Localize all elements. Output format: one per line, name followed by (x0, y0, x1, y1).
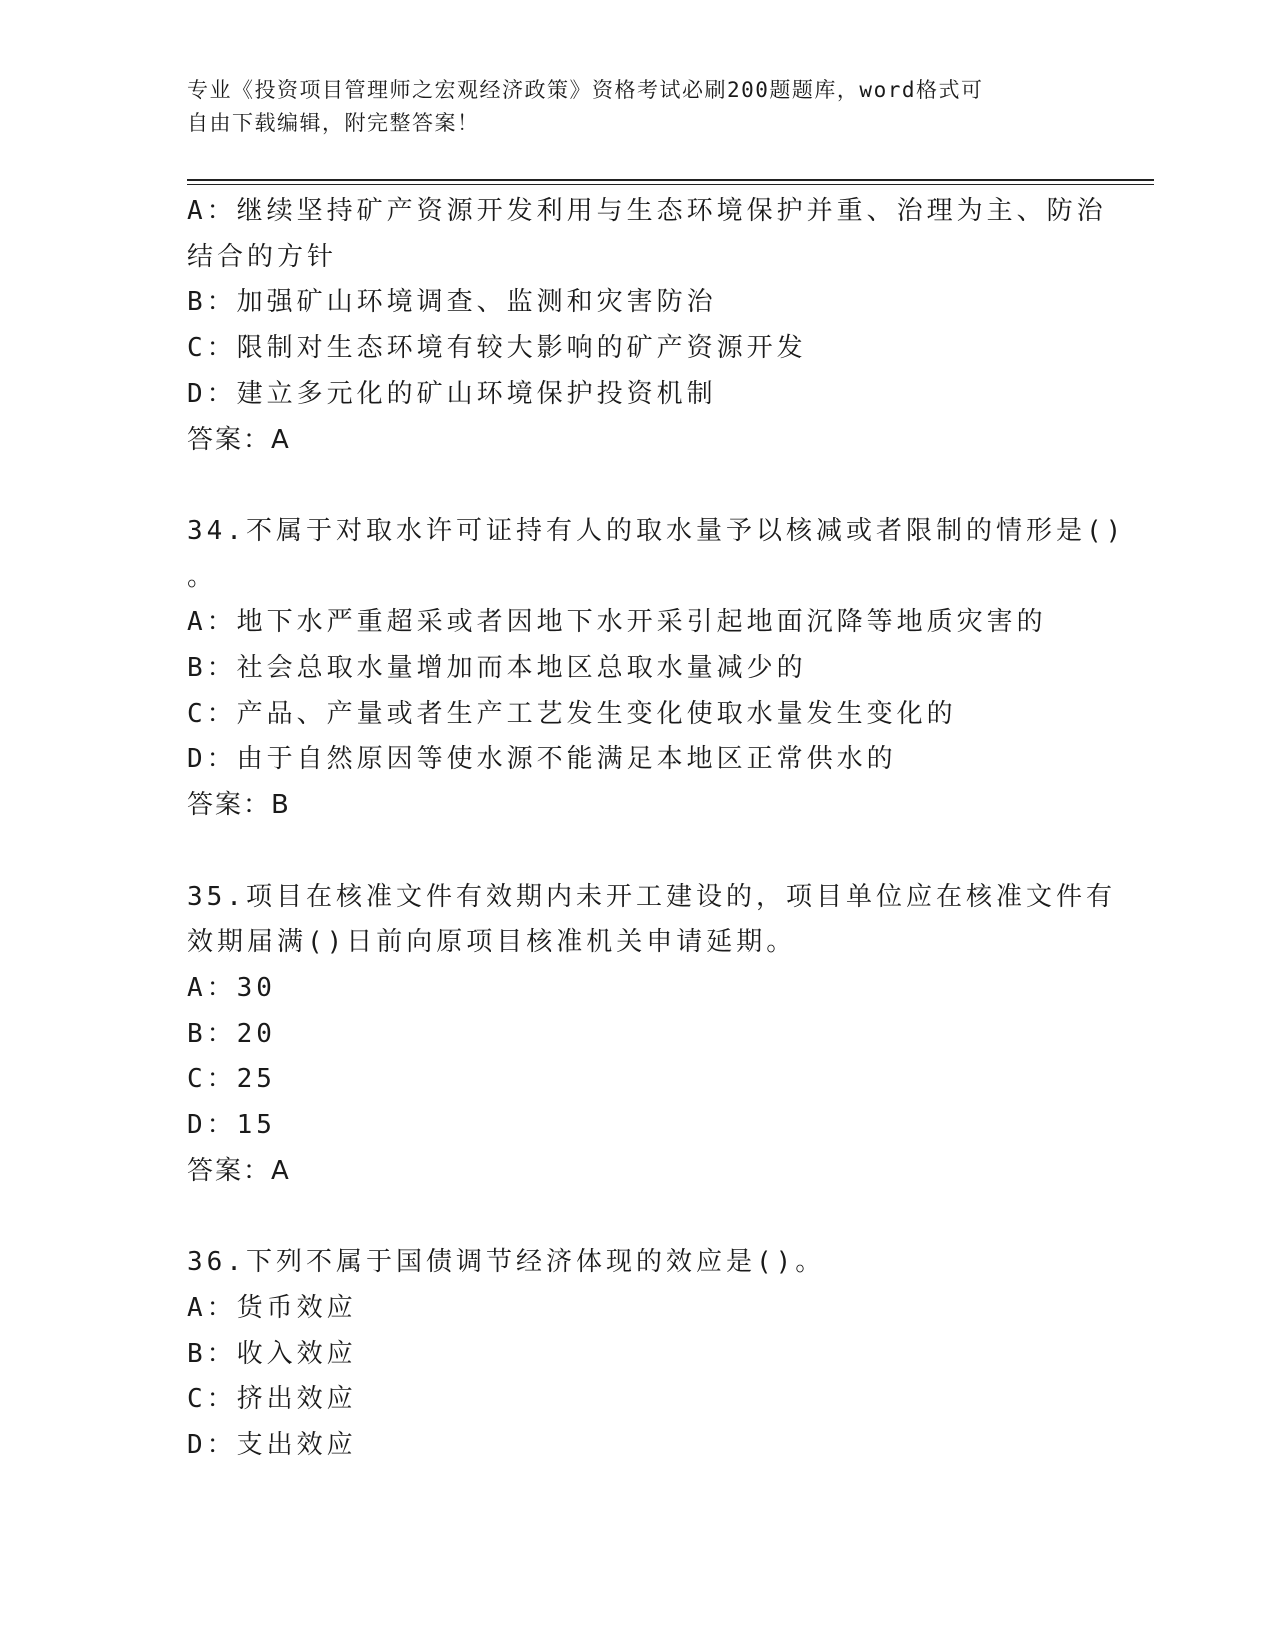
option-c: C：产品、产量或者生产工艺发生变化使取水量发生变化的 (187, 698, 957, 729)
option-a-line-1: A：继续坚持矿产资源开发利用与生态环境保护并重、治理为主、防治 (187, 196, 1107, 226)
option-b: B：加强矿山环境调查、监测和灾害防治 (187, 287, 717, 318)
header-divider-thick (187, 179, 1154, 181)
option-a-line-2: 结合的方针 (187, 241, 338, 272)
question-35 (187, 875, 1116, 1195)
option-d: D：支出效应 (187, 1429, 357, 1460)
option-b: B：社会总取水量增加而本地区总取水量减少的 (187, 653, 807, 684)
spacer (187, 1194, 1087, 1240)
option-a: A：地下水严重超采或者因地下水开采引起地面沉降等地质灾害的 (187, 607, 1047, 638)
question-stem-line-2: 。 (187, 561, 218, 592)
spacer (187, 463, 1087, 509)
option-a: A：30 (187, 972, 276, 1003)
question-36 (187, 1240, 1087, 1469)
document-header (187, 74, 1077, 140)
question-list (187, 189, 1126, 1469)
question-33-partial (187, 189, 1107, 463)
option-d: D：由于自然原因等使水源不能满足本地区正常供水的 (187, 744, 897, 775)
answer-line: 答案：B (187, 790, 291, 821)
question-stem-line-1: 34.不属于对取水许可证持有人的取水量予以核减或者限制的情形是() (187, 515, 1126, 546)
option-a: A：货币效应 (187, 1292, 357, 1323)
option-b: B：20 (187, 1018, 276, 1049)
option-c: C：挤出效应 (187, 1384, 357, 1415)
spacer (187, 829, 1087, 875)
option-d: D：15 (187, 1110, 276, 1141)
answer-line: 答案：A (187, 1155, 291, 1186)
option-b: B：收入效应 (187, 1338, 357, 1369)
header-line-1: 专业《投资项目管理师之宏观经济政策》资格考试必刷200题题库，word格式可 (187, 78, 984, 102)
answer-line: 答案：A (187, 424, 291, 455)
header-divider-thin (187, 184, 1154, 185)
question-34 (187, 509, 1126, 829)
option-c: C：25 (187, 1064, 276, 1095)
question-stem-line-2: 效期届满()日前向原项目核准机关申请延期。 (187, 927, 797, 958)
header-line-2: 自由下载编辑，附完整答案！ (187, 111, 480, 135)
question-stem-line-1: 35.项目在核准文件有效期内未开工建设的，项目单位应在核准文件有 (187, 881, 1116, 912)
option-c: C：限制对生态环境有较大影响的矿产资源开发 (187, 333, 807, 364)
question-stem-line-1: 36.下列不属于国债调节经济体现的效应是()。 (187, 1247, 826, 1278)
option-d: D：建立多元化的矿山环境保护投资机制 (187, 378, 717, 409)
